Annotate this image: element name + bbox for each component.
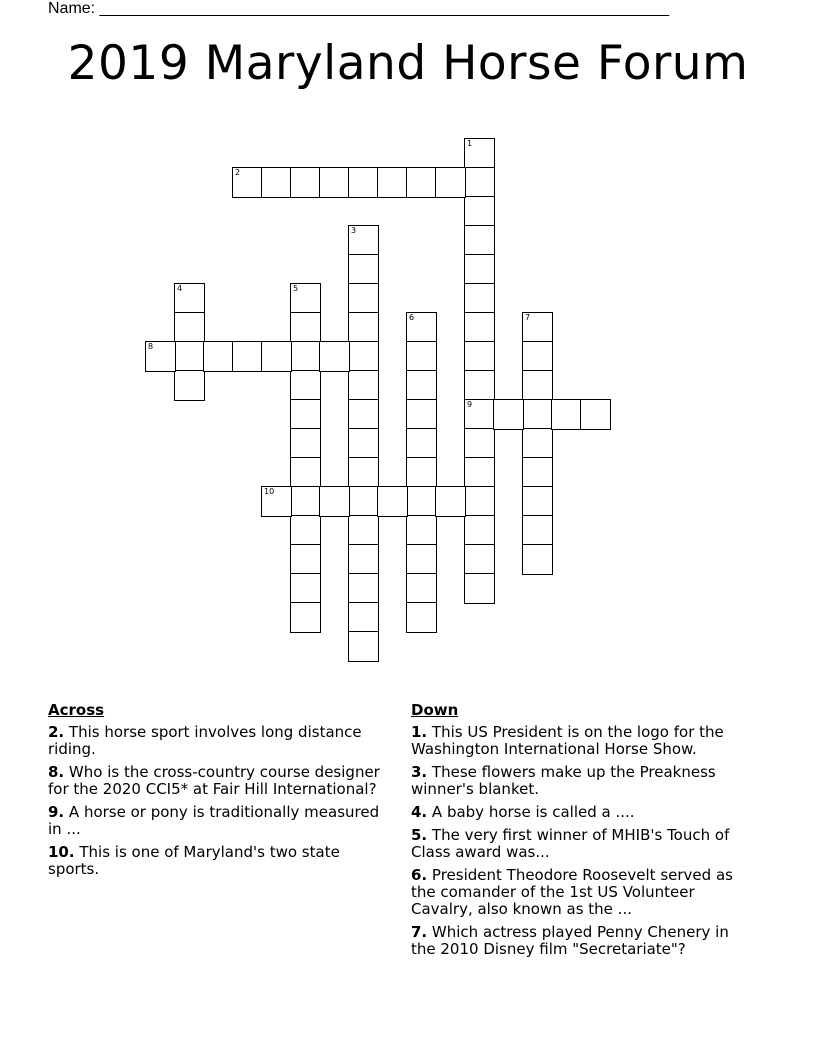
clue-number: 5. bbox=[411, 826, 428, 844]
grid-cell[interactable] bbox=[465, 226, 494, 255]
grid-cell[interactable] bbox=[407, 342, 436, 371]
grid-cell[interactable] bbox=[407, 400, 436, 429]
clue-down-4 bbox=[411, 804, 756, 821]
grid-cell[interactable] bbox=[291, 545, 320, 574]
grid-cell[interactable] bbox=[175, 284, 204, 313]
grid-cell[interactable] bbox=[465, 458, 494, 487]
grid-cell[interactable] bbox=[204, 342, 233, 371]
grid-cell[interactable] bbox=[349, 342, 378, 371]
grid-cell[interactable] bbox=[378, 487, 407, 516]
cell-number: 4 bbox=[177, 284, 183, 293]
across-heading: Across bbox=[48, 701, 105, 719]
clue-number: 1. bbox=[411, 723, 428, 741]
clue-number: 6. bbox=[411, 866, 428, 884]
down-clues bbox=[411, 702, 756, 964]
grid-cell[interactable] bbox=[523, 400, 552, 429]
cell-number: 6 bbox=[409, 313, 415, 322]
page-title: 2019 Maryland Horse Forum bbox=[67, 36, 749, 91]
grid-cell[interactable] bbox=[494, 400, 523, 429]
clue-number: 7. bbox=[411, 923, 428, 941]
grid-cell[interactable] bbox=[349, 226, 378, 255]
grid-cell[interactable] bbox=[349, 371, 378, 400]
cell-number: 1 bbox=[467, 139, 473, 148]
grid-cell[interactable] bbox=[349, 168, 378, 197]
clue-across-8 bbox=[48, 764, 388, 798]
grid-cell[interactable] bbox=[407, 429, 436, 458]
cell-number: 7 bbox=[525, 313, 531, 322]
grid-cell[interactable] bbox=[291, 342, 320, 371]
grid-cell[interactable] bbox=[349, 632, 378, 661]
grid-cell[interactable] bbox=[436, 168, 465, 197]
grid-cell[interactable] bbox=[465, 574, 494, 603]
grid-cell[interactable] bbox=[465, 313, 494, 342]
cell-number: 8 bbox=[148, 342, 154, 351]
clue-text: This US President is on the logo for the Washington International Horse Show. bbox=[411, 723, 724, 758]
clue-number: 8. bbox=[48, 763, 65, 781]
grid-cell[interactable] bbox=[291, 429, 320, 458]
grid-cell[interactable] bbox=[378, 168, 407, 197]
grid-cell[interactable] bbox=[291, 313, 320, 342]
grid-cell[interactable] bbox=[523, 342, 552, 371]
clue-down-1 bbox=[411, 724, 756, 758]
grid-cell[interactable] bbox=[349, 429, 378, 458]
grid-cell[interactable] bbox=[523, 313, 552, 342]
grid-cell[interactable] bbox=[349, 458, 378, 487]
grid-cell[interactable] bbox=[175, 371, 204, 400]
grid-cell[interactable] bbox=[349, 516, 378, 545]
grid-cell[interactable] bbox=[523, 545, 552, 574]
clue-text: This is one of Maryland's two state sports. bbox=[48, 843, 340, 878]
clue-text: This horse sport involves long distance riding. bbox=[48, 723, 362, 758]
clue-text: President Theodore Roosevelt served as the comander of the 1st US Volunteer Cavalry, also known as the ... bbox=[411, 866, 733, 918]
grid-cell[interactable] bbox=[291, 371, 320, 400]
grid-cell[interactable] bbox=[407, 516, 436, 545]
clue-across-10 bbox=[48, 844, 388, 878]
grid-cell[interactable] bbox=[465, 516, 494, 545]
grid-cell[interactable] bbox=[465, 255, 494, 284]
grid-cell[interactable] bbox=[465, 487, 494, 516]
grid-cell[interactable] bbox=[262, 342, 291, 371]
grid-cell[interactable] bbox=[291, 284, 320, 313]
grid-cell[interactable] bbox=[146, 342, 175, 371]
grid-cell[interactable] bbox=[233, 168, 262, 197]
clue-text: These flowers make up the Preakness winner's blanket. bbox=[411, 763, 716, 798]
grid-cell[interactable] bbox=[523, 516, 552, 545]
clue-number: 4. bbox=[411, 803, 428, 821]
clue-text: The very first winner of MHIB's Touch of Class award was... bbox=[411, 826, 730, 861]
grid-cell[interactable] bbox=[407, 545, 436, 574]
down-heading: Down bbox=[411, 701, 459, 719]
grid-cell[interactable] bbox=[320, 487, 349, 516]
cell-number: 10 bbox=[264, 487, 275, 496]
grid-cell[interactable] bbox=[349, 400, 378, 429]
clue-down-5 bbox=[411, 827, 756, 861]
grid-cell[interactable] bbox=[291, 487, 320, 516]
grid-cell[interactable] bbox=[465, 139, 494, 168]
clue-number: 3. bbox=[411, 763, 428, 781]
grid-cell[interactable] bbox=[465, 168, 494, 197]
across-clues bbox=[48, 702, 388, 884]
grid-cell[interactable] bbox=[349, 487, 378, 516]
grid-cell[interactable] bbox=[349, 313, 378, 342]
clue-text: Who is the cross-country course designer for the 2020 CCI5* at Fair Hill International? bbox=[48, 763, 380, 798]
grid-cell[interactable] bbox=[320, 168, 349, 197]
grid-cell[interactable] bbox=[291, 458, 320, 487]
clue-across-2 bbox=[48, 724, 388, 758]
grid-cell[interactable] bbox=[407, 574, 436, 603]
grid-cell[interactable] bbox=[349, 574, 378, 603]
grid-cell[interactable] bbox=[291, 574, 320, 603]
grid-cell[interactable] bbox=[291, 400, 320, 429]
clue-text: A horse or pony is traditionally measured in ... bbox=[48, 803, 380, 838]
grid-cell[interactable] bbox=[465, 197, 494, 226]
grid-cell[interactable] bbox=[407, 313, 436, 342]
grid-cell[interactable] bbox=[407, 487, 436, 516]
grid-cell[interactable] bbox=[262, 487, 291, 516]
clue-down-3 bbox=[411, 764, 756, 798]
grid-cell[interactable] bbox=[465, 400, 494, 429]
grid-cell[interactable] bbox=[465, 371, 494, 400]
clue-down-6 bbox=[411, 867, 756, 918]
grid-cell[interactable] bbox=[349, 284, 378, 313]
grid-cell[interactable] bbox=[523, 429, 552, 458]
grid-cell[interactable] bbox=[349, 255, 378, 284]
grid-cell[interactable] bbox=[465, 545, 494, 574]
grid-cell[interactable] bbox=[523, 458, 552, 487]
grid-cell[interactable] bbox=[407, 458, 436, 487]
grid-cell[interactable] bbox=[407, 168, 436, 197]
grid-cell[interactable] bbox=[465, 342, 494, 371]
grid-cell[interactable] bbox=[581, 400, 610, 429]
grid-cell[interactable] bbox=[436, 487, 465, 516]
cell-number: 2 bbox=[235, 168, 241, 177]
clue-number: 10. bbox=[48, 843, 75, 861]
grid-cell[interactable] bbox=[552, 400, 581, 429]
grid-cell[interactable] bbox=[465, 284, 494, 313]
grid-cell[interactable] bbox=[291, 516, 320, 545]
grid-cell[interactable] bbox=[262, 168, 291, 197]
grid-cell[interactable] bbox=[465, 429, 494, 458]
grid-cell[interactable] bbox=[349, 603, 378, 632]
grid-cell[interactable] bbox=[233, 342, 262, 371]
grid-cell[interactable] bbox=[407, 371, 436, 400]
grid-cell[interactable] bbox=[175, 313, 204, 342]
grid-cell[interactable] bbox=[291, 168, 320, 197]
grid-cell[interactable] bbox=[175, 342, 204, 371]
clue-number: 2. bbox=[48, 723, 65, 741]
grid-cell[interactable] bbox=[523, 371, 552, 400]
clue-down-7 bbox=[411, 924, 756, 958]
name-field-label: Name: ________________________________________________________________ bbox=[48, 0, 670, 17]
clue-text: Which actress played Penny Chenery in the 2010 Disney film "Secretariate"? bbox=[411, 923, 729, 958]
cell-number: 3 bbox=[351, 226, 357, 235]
grid-cell[interactable] bbox=[523, 487, 552, 516]
cell-number: 5 bbox=[293, 284, 299, 293]
grid-cell[interactable] bbox=[320, 342, 349, 371]
cell-number: 9 bbox=[467, 400, 473, 409]
grid-cell[interactable] bbox=[349, 545, 378, 574]
clue-across-9 bbox=[48, 804, 388, 838]
clue-text: A baby horse is called a .... bbox=[431, 803, 635, 821]
clue-number: 9. bbox=[48, 803, 65, 821]
grid-cell[interactable] bbox=[407, 603, 436, 632]
grid-cell[interactable] bbox=[291, 603, 320, 632]
